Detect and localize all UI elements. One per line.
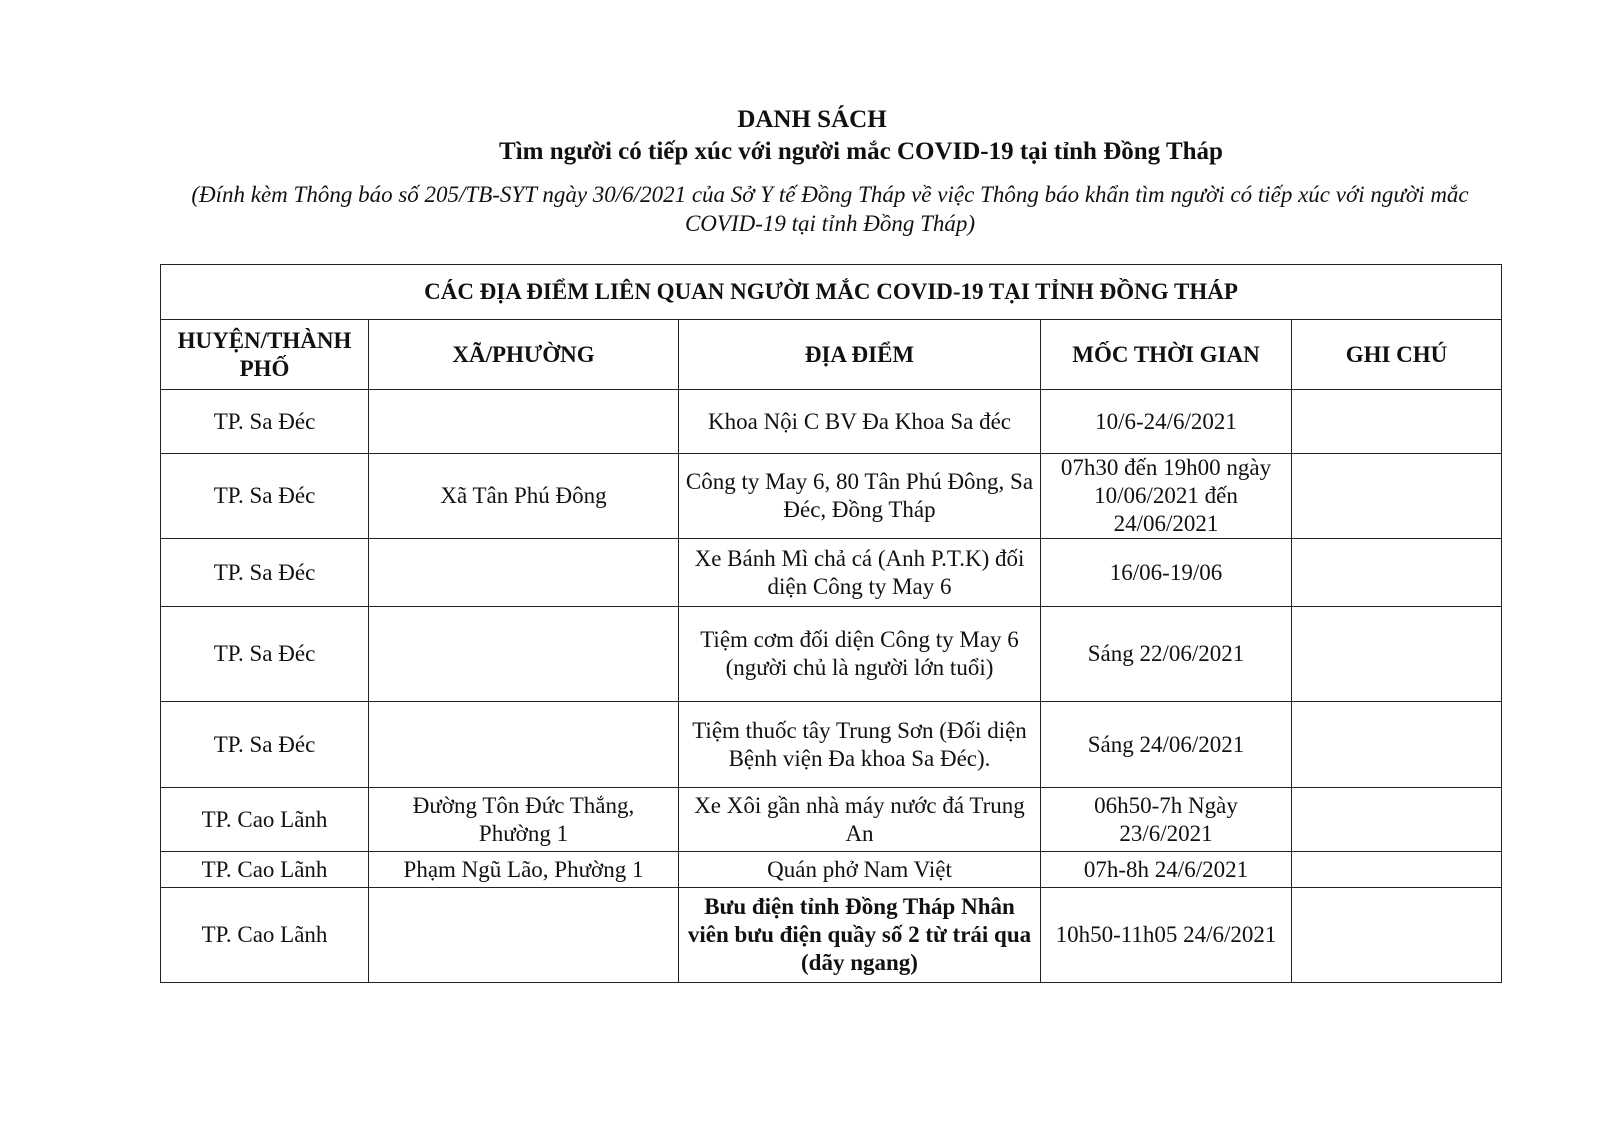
note-cell	[1292, 888, 1502, 983]
district-cell: TP. Sa Đéc	[161, 702, 369, 788]
district-cell: TP. Cao Lãnh	[161, 788, 369, 852]
ward-cell: Xã Tân Phú Đông	[369, 454, 679, 539]
table-row	[161, 539, 1502, 607]
table-row	[161, 702, 1502, 788]
ward-cell	[369, 702, 679, 788]
column-header-location: ĐỊA ĐIỂM	[679, 320, 1041, 390]
time-cell: 06h50-7h Ngày 23/6/2021	[1041, 788, 1292, 852]
time-cell: Sáng 22/06/2021	[1041, 607, 1292, 702]
note-cell	[1292, 852, 1502, 888]
column-header-note: GHI CHÚ	[1292, 320, 1502, 390]
location-cell: Khoa Nội C BV Đa Khoa Sa đéc	[679, 390, 1041, 454]
note-cell	[1292, 788, 1502, 852]
locations-table	[160, 264, 1502, 983]
time-cell: 07h-8h 24/6/2021	[1041, 852, 1292, 888]
table-row	[161, 390, 1502, 454]
time-cell: 10/6-24/6/2021	[1041, 390, 1292, 454]
time-cell: 07h30 đến 19h00 ngày 10/06/2021 đến 24/06/2021	[1041, 454, 1292, 539]
location-cell: Xe Bánh Mì chả cá (Anh P.T.K) đối diện Công ty May 6	[679, 539, 1041, 607]
location-cell: Bưu điện tỉnh Đồng Tháp Nhân viên bưu điện quầy số 2 từ trái qua (dãy ngang)	[679, 888, 1041, 983]
table-caption-row	[161, 265, 1502, 320]
ward-cell: Phạm Ngũ Lão, Phường 1	[369, 852, 679, 888]
district-cell: TP. Cao Lãnh	[161, 852, 369, 888]
note-cell	[1292, 607, 1502, 702]
table-row	[161, 852, 1502, 888]
district-cell: TP. Sa Đéc	[161, 539, 369, 607]
table-row	[161, 607, 1502, 702]
ward-cell	[369, 607, 679, 702]
table-row	[161, 888, 1502, 983]
document-subtitle: Tìm người có tiếp xúc với người mắc COVID-19 tại tỉnh Đồng Tháp	[499, 138, 1223, 165]
location-cell: Quán phở Nam Việt	[679, 852, 1041, 888]
table-caption: CÁC ĐỊA ĐIỂM LIÊN QUAN NGƯỜI MẮC COVID-19 TẠI TỈNH ĐỒNG THÁP	[161, 265, 1502, 320]
column-header-district: HUYỆN/THÀNH PHỐ	[161, 320, 369, 390]
district-cell: TP. Sa Đéc	[161, 607, 369, 702]
district-cell: TP. Cao Lãnh	[161, 888, 369, 983]
ward-cell	[369, 888, 679, 983]
table-header-row	[161, 320, 1502, 390]
ward-cell	[369, 390, 679, 454]
district-cell: TP. Sa Đéc	[161, 390, 369, 454]
column-header-time: MỐC THỜI GIAN	[1041, 320, 1292, 390]
note-cell	[1292, 702, 1502, 788]
ward-cell	[369, 539, 679, 607]
time-cell: 16/06-19/06	[1041, 539, 1292, 607]
table-row	[161, 454, 1502, 539]
attachment-note: (Đính kèm Thông báo số 205/TB-SYT ngày 30/6/2021 của Sở Y tế Đồng Tháp về việc Thông báo khẩn tìm người có tiếp xúc với người mắc COVID-19 tại tỉnh Đồng Tháp)	[191, 182, 1469, 236]
time-cell: 10h50-11h05 24/6/2021	[1041, 888, 1292, 983]
column-header-ward: XÃ/PHƯỜNG	[369, 320, 679, 390]
note-cell	[1292, 539, 1502, 607]
district-cell: TP. Sa Đéc	[161, 454, 369, 539]
document-title: DANH SÁCH	[737, 106, 887, 133]
note-cell	[1292, 390, 1502, 454]
location-cell: Công ty May 6, 80 Tân Phú Đông, Sa Đéc, Đồng Tháp	[679, 454, 1041, 539]
location-cell: Tiệm cơm đối diện Công ty May 6 (người chủ là người lớn tuổi)	[679, 607, 1041, 702]
location-cell: Tiệm thuốc tây Trung Sơn (Đối diện Bệnh viện Đa khoa Sa Đéc).	[679, 702, 1041, 788]
document-header	[0, 104, 1600, 168]
table-row	[161, 788, 1502, 852]
location-cell: Xe Xôi gần nhà máy nước đá Trung An	[679, 788, 1041, 852]
time-cell: Sáng 24/06/2021	[1041, 702, 1292, 788]
ward-cell: Đường Tôn Đức Thắng, Phường 1	[369, 788, 679, 852]
note-cell	[1292, 454, 1502, 539]
